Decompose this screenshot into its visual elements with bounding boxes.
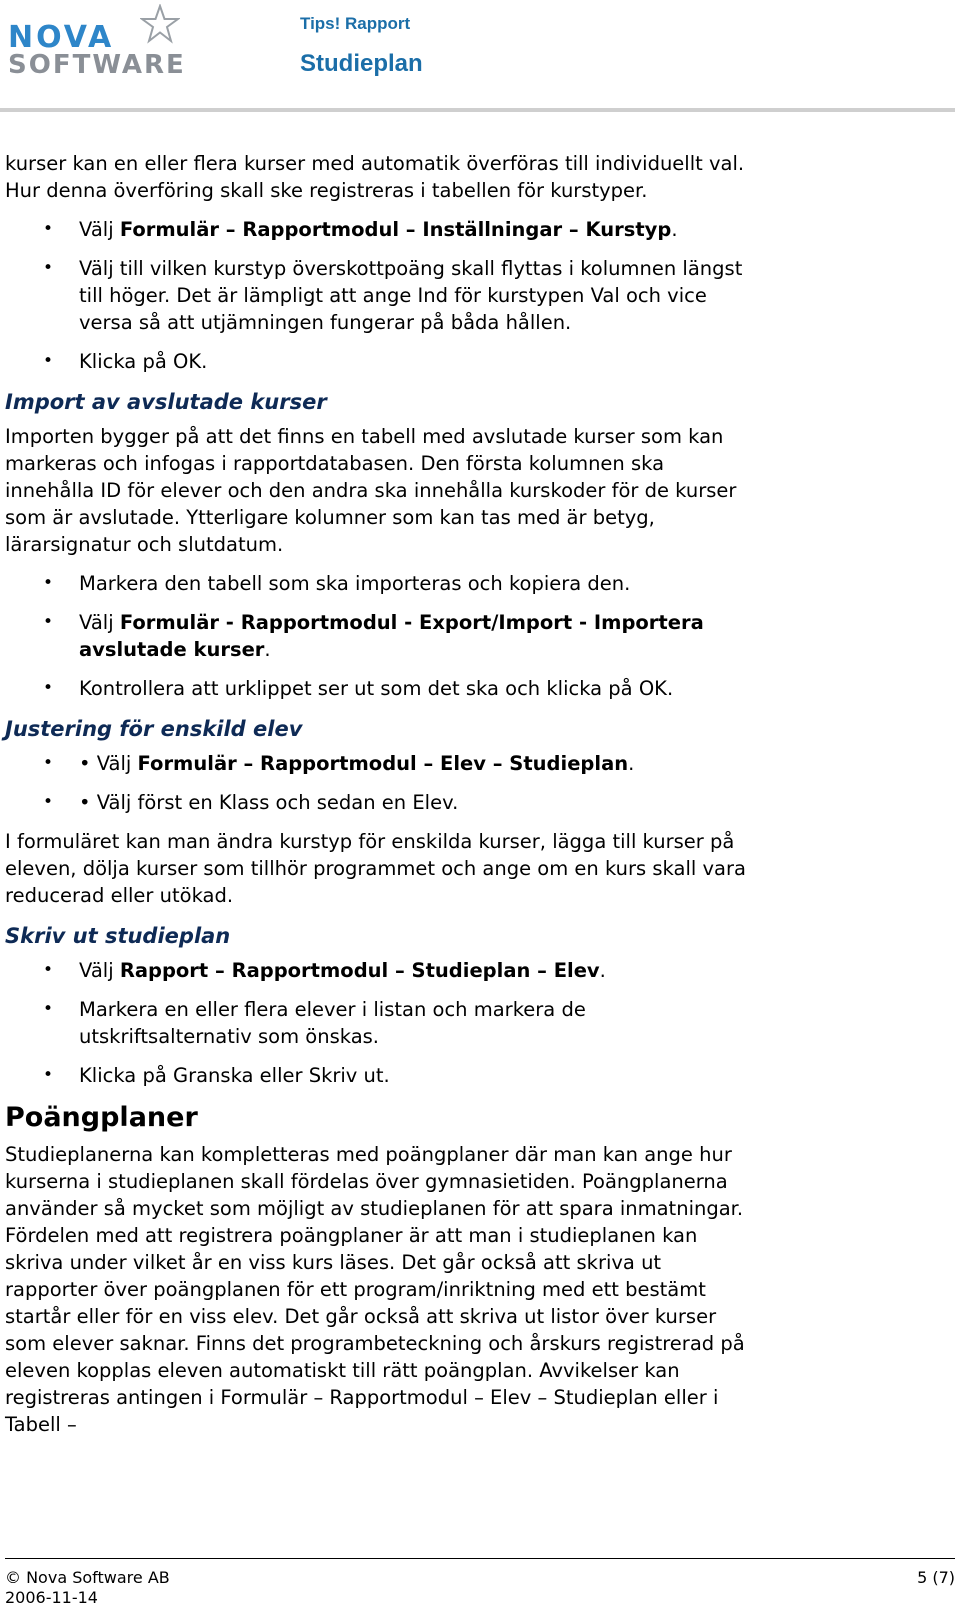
menu-path: Rapport – Rapportmodul – Studieplan – Elev: [119, 959, 600, 982]
document-body: [5, 150, 755, 1450]
list-item: • Välj Formulär – Rapportmodul – Inställningar – Kurstyp.: [5, 216, 755, 243]
justering-steps: [5, 750, 755, 816]
import-paragraph: Importen bygger på att det finns en tabell med avslutade kurser som kan markeras och infogas i rapportdatabasen. Den första kolumnen ska innehålla ID för elever och den andra ska innehålla kurskoder för de kurser som är avslutade. Ytterligare kolumner som kan tas med är betyg, lärarsignatur och slutdatum.: [5, 425, 737, 556]
list-item: • Välj till vilken kurstyp överskottpoäng skall flyttas i kolumnen längst till höger. Det är lämpligt att ange Ind för kurstypen Val och vice versa så att utjämningen fungerar på båda hållen.: [5, 255, 755, 336]
list-item: • Kontrollera att urklippet ser ut som det ska och klicka på OK.: [5, 675, 755, 702]
header-title: Studieplan: [300, 50, 423, 77]
footer-divider: [5, 1558, 955, 1559]
list-item: • Välj Rapport – Rapportmodul – Studieplan – Elev.: [5, 957, 755, 984]
page-header: [0, 0, 960, 112]
intro-steps: [5, 216, 755, 375]
list-item: • • Välj först en Klass och sedan en Elev.: [5, 789, 755, 816]
menu-path: Formulär – Rapportmodul – Elev – Studieplan: [137, 752, 629, 775]
list-item: • Klicka på OK.: [5, 348, 755, 375]
page-number: 5 (7): [917, 1568, 955, 1587]
section-heading-justering: Justering för enskild elev: [5, 717, 303, 741]
list-item: • • Välj Formulär – Rapportmodul – Elev – Studieplan.: [5, 750, 755, 777]
logo-text-top: NOVA: [8, 20, 115, 55]
section-heading-skriv: Skriv ut studieplan: [5, 924, 231, 948]
list-item: • Välj Formulär - Rapportmodul - Export/Import - Importera avslutade kurser.: [5, 609, 755, 663]
list-item: • Klicka på Granska eller Skriv ut.: [5, 1062, 755, 1089]
nova-software-logo: [8, 4, 198, 82]
header-category: Tips! Rapport: [300, 14, 411, 33]
section-heading-import: Import av avslutade kurser: [5, 390, 327, 414]
list-item: • Markera den tabell som ska importeras och kopiera den.: [5, 570, 755, 597]
page-footer: [5, 1558, 955, 1607]
skriv-steps: [5, 957, 755, 1089]
menu-path: Formulär – Rapportmodul – Inställningar – Kurstyp: [119, 218, 672, 241]
list-item: • Markera en eller flera elever i listan och markera de utskriftsalternativ som önskas.: [5, 996, 755, 1050]
poang-paragraph: Studieplanerna kan kompletteras med poängplaner där man kan ange hur kurserna i studieplanen skall fördelas över gymnasietiden. Poängplanerna använder så mycket som möjligt av studieplanen för att spara inmatningar. Fördelen med att registrera poängplaner är att man i studieplanen kan skriva under vilket år en viss kurs läses. Det går också att skriva ut rapporter över poängplanen för ett program/inriktning med ett bestämt startår eller för en viss elev. Det går också att skriva ut listor över kurser som elever saknar. Finns det programbeteckning och årskurs registrerad på eleven kopplas eleven automatiskt till rätt poängplan. Avvikelser kan registreras antingen i Formulär – Rapportmodul – Elev – Studieplan eller i Tabell –: [5, 1143, 745, 1436]
copyright-text: © Nova Software AB: [5, 1568, 170, 1587]
justering-paragraph: I formuläret kan man ändra kurstyp för enskilda kurser, lägga till kurser på eleven, dölja kurser som tillhör programmet och ange om en kurs skall vara reducerad eller utökad.: [5, 830, 746, 907]
logo-text-bottom: SOFTWARE: [8, 50, 186, 80]
import-steps: [5, 570, 755, 702]
header-divider: [0, 108, 955, 112]
star-icon: [140, 4, 180, 44]
intro-paragraph: kurser kan en eller flera kurser med automatik överföras till individuellt val. Hur denna överföring skall ske registreras i tabellen för kurstyper.: [5, 152, 745, 202]
footer-left: [5, 1568, 170, 1608]
footer-date: 2006-11-14: [5, 1588, 98, 1607]
menu-path: Formulär - Rapportmodul - Export/Import - Importera avslutade kurser: [79, 611, 704, 661]
section-heading-poangplaner: Poängplaner: [5, 1102, 198, 1133]
